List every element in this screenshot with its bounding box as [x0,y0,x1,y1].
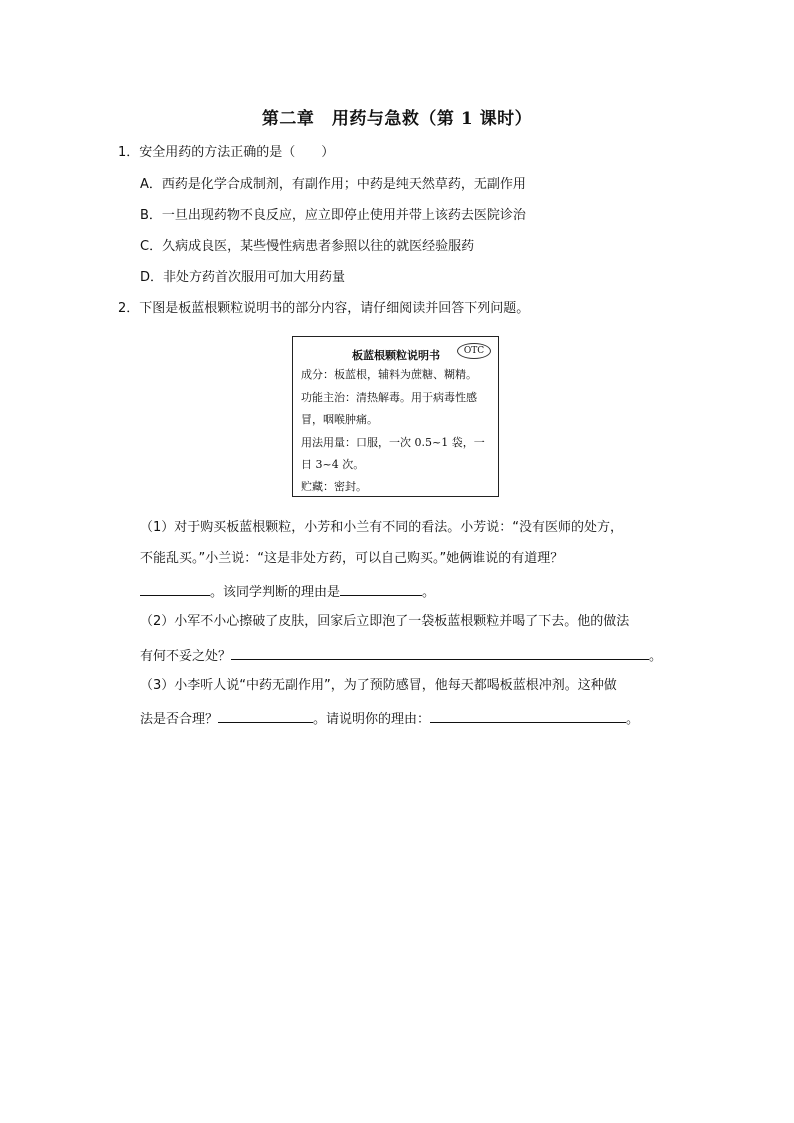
answer-blank-1a[interactable] [140,581,210,596]
sub-question-3-line-2 [140,708,639,729]
question-1-option-c: C．久病成良医，某些慢性病患者参照以往的就医经验服药 [140,239,475,254]
sub-question-3-line-1: （3）小李听人说“中药无副作用”，为了预防感冒，他每天都喝板蓝根冲剂。这种做 [140,678,617,693]
question-1-stem: 1．安全用药的方法正确的是（ ） [118,145,335,160]
sub-question-1-line-3 [140,581,435,602]
sub-question-1-line-1: （1）对于购买板蓝根颗粒，小芳和小兰有不同的看法。小芳说：“没有医师的处方， [140,520,624,535]
leaflet-title: 板蓝根颗粒说明书 [352,349,440,362]
period: 。 [626,712,640,727]
otc-badge: OTC [457,343,491,359]
page-title: 第二章 用药与急救（第 1 课时） [261,109,533,129]
sub-question-2-line-2 [140,645,662,666]
answer-blank-2[interactable] [231,645,649,660]
leaflet-line-indications: 功能主治：清热解毒。用于病毒性感 [301,391,477,404]
sub-question-1-line-2: 不能乱买。”小兰说：“这是非处方药，可以自己购买。”她俩谁说的有道理？ [140,551,564,566]
question-1-option-a: A．西药是化学合成制剂，有副作用；中药是纯天然草药，无副作用 [140,177,526,192]
sub-question-3-prompt: 法是否合理？ [140,712,219,727]
leaflet-line-dosage-cont: 日 3~4 次。 [301,458,365,471]
answer-blank-3a[interactable] [218,708,313,723]
leaflet-line-storage: 贮藏：密封。 [301,480,367,493]
answer-blank-1b[interactable] [340,581,422,596]
sub-question-1-reason-label: 。该同学判断的理由是 [210,585,341,600]
question-1-option-b: B．一旦出现药物不良反应，应立即停止使用并带上该药去医院诊治 [140,208,526,223]
question-2-stem: 2．下图是板蓝根颗粒说明书的部分内容，请仔细阅读并回答下列问题。 [118,301,530,316]
leaflet-line-indications-cont: 冒，咽喉肿痛。 [301,413,378,426]
period: 。 [649,649,663,664]
answer-blank-3b[interactable] [430,708,626,723]
leaflet-line-dosage: 用法用量：口服，一次 0.5~1 袋，一 [301,436,485,449]
leaflet-line-ingredients: 成分：板蓝根，辅料为蔗糖、糊精。 [301,368,477,381]
sub-question-2-prompt: 有何不妥之处？ [140,649,232,664]
sub-question-2-line-1: （2）小军不小心擦破了皮肤，回家后立即泡了一袋板蓝根颗粒并喝了下去。他的做法 [140,614,630,629]
sub-question-3-reason-label: 。请说明你的理由： [313,712,431,727]
medicine-leaflet [292,336,499,497]
period: 。 [422,585,436,600]
question-1-option-d: D．非处方药首次服用可加大用药量 [140,270,346,285]
